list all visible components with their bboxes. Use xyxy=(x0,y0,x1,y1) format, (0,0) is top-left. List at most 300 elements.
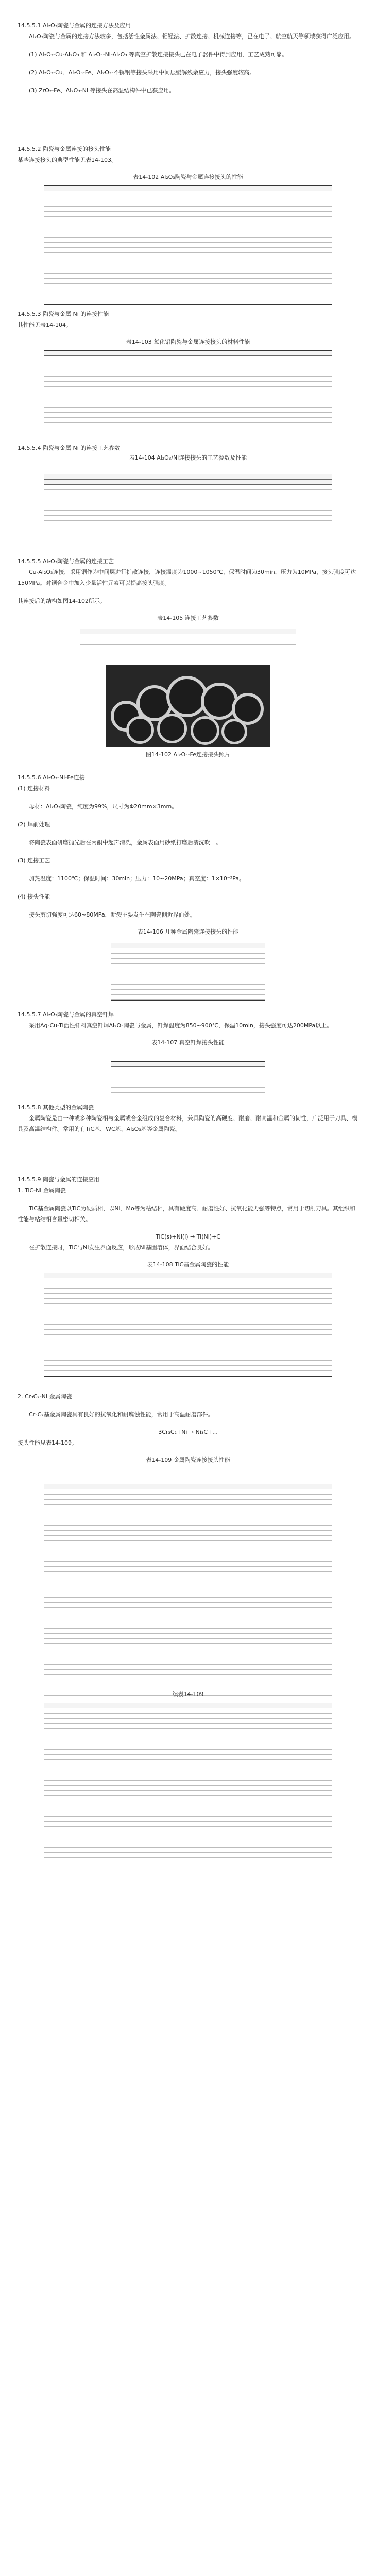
table-cell xyxy=(209,1853,250,1858)
table-row xyxy=(44,1837,332,1842)
table-cell xyxy=(140,397,188,402)
table-106 xyxy=(111,943,265,1001)
table-header-cell xyxy=(140,351,188,356)
table-row xyxy=(44,1750,332,1755)
table-cell xyxy=(236,392,284,397)
table-row xyxy=(111,959,265,964)
table-cell xyxy=(227,1077,265,1082)
table-row xyxy=(44,217,332,222)
table-cell xyxy=(275,1665,332,1670)
table-cell xyxy=(44,1531,101,1536)
table-cell xyxy=(44,1623,101,1629)
table-cell xyxy=(76,500,108,505)
table-cell xyxy=(149,1067,188,1072)
table-cell xyxy=(291,1853,332,1858)
table-cell xyxy=(85,1842,126,1848)
table-cell xyxy=(236,418,284,423)
table-row xyxy=(44,1577,332,1582)
table-header-cell xyxy=(111,943,149,948)
table-row xyxy=(44,1806,332,1811)
table-cell xyxy=(188,418,236,423)
table-row xyxy=(44,191,332,196)
table-cell xyxy=(217,1654,275,1659)
table-row xyxy=(44,1613,332,1618)
table-cell xyxy=(85,1304,126,1309)
table-header-cell xyxy=(167,1703,209,1708)
table-cell xyxy=(140,511,172,516)
table-row xyxy=(44,1629,332,1634)
table-cell xyxy=(300,485,332,490)
table-cell xyxy=(291,1796,332,1801)
table-cell xyxy=(101,222,159,227)
table-row xyxy=(44,480,332,485)
paragraph: Cr₃C₂基金属陶瓷具有良好的抗氧化和耐腐蚀性能，常用于高温耐磨部件。 xyxy=(29,1411,214,1418)
table-cell xyxy=(44,1562,101,1567)
table-cell xyxy=(101,1649,159,1654)
table-cell xyxy=(291,1739,332,1744)
table-cell xyxy=(167,1796,209,1801)
table-cell xyxy=(291,1734,332,1739)
table-cell xyxy=(236,505,268,511)
table-row xyxy=(44,1724,332,1729)
list-item: (1) 连接材料 xyxy=(18,785,50,792)
table-cell xyxy=(217,1536,275,1541)
table-row xyxy=(111,979,265,985)
table-cell xyxy=(140,382,188,387)
table-cell xyxy=(275,1551,332,1556)
table-cell xyxy=(236,413,284,418)
table-cell xyxy=(188,366,236,371)
table-cell xyxy=(159,1505,217,1510)
table-cell xyxy=(44,1309,85,1314)
table-row xyxy=(111,948,265,954)
table-cell xyxy=(167,1739,209,1744)
table-cell xyxy=(85,1848,126,1853)
table-cell xyxy=(275,1587,332,1592)
table-cell xyxy=(44,1801,85,1806)
table-cell xyxy=(159,1551,217,1556)
table-cell xyxy=(284,382,332,387)
table-cell xyxy=(44,217,101,222)
table-cell xyxy=(275,212,332,217)
table-cell xyxy=(188,408,236,413)
table-cell xyxy=(44,1786,85,1791)
table-cell xyxy=(275,1634,332,1639)
table-109 xyxy=(44,1484,332,1696)
table-cell xyxy=(44,232,101,238)
table-cell xyxy=(111,995,149,1000)
table-cell xyxy=(44,1526,101,1531)
table-cell xyxy=(44,238,101,243)
table-header-cell xyxy=(268,480,300,485)
section-heading: 14.5.5.1 Al₂O₃陶瓷与金属的连接方法及应用 xyxy=(18,22,131,29)
table-row xyxy=(44,1739,332,1744)
table-title: 表14-102 Al₂O₃陶瓷与金属连接接头的性能 xyxy=(133,174,243,180)
table-cell xyxy=(204,495,236,500)
table-cell xyxy=(149,1088,188,1093)
table-cell xyxy=(291,1335,332,1340)
table-cell xyxy=(236,408,284,413)
table-cell xyxy=(275,1639,332,1644)
table-cell xyxy=(217,253,275,258)
table-cell xyxy=(275,1613,332,1618)
table-cell xyxy=(44,299,101,304)
table-cell xyxy=(217,1629,275,1634)
list-item: 母材：Al₂O₃陶瓷，纯度为99%，尺寸为Φ20mm×3mm。 xyxy=(29,803,178,810)
table-cell xyxy=(44,1811,85,1817)
table-104 xyxy=(44,474,332,521)
table-cell xyxy=(126,1340,167,1345)
table-row xyxy=(44,1598,332,1603)
table-cell xyxy=(159,1562,217,1567)
table-cell xyxy=(44,1294,85,1299)
paragraph: 某些连接接头的典型性能见表14-103。 xyxy=(18,157,117,163)
table-row xyxy=(44,1603,332,1608)
table-row xyxy=(44,227,332,232)
list-item: 接头剪切强度可达60~80MPa，断裂主要发生在陶瓷侧近界面处。 xyxy=(29,911,196,918)
table-cell xyxy=(76,516,108,521)
table-cell xyxy=(284,408,332,413)
table-cell xyxy=(126,1755,167,1760)
table-cell xyxy=(85,1806,126,1811)
table-cell xyxy=(209,1791,250,1796)
table-cell xyxy=(275,1556,332,1562)
table-cell xyxy=(126,1350,167,1355)
table-cell xyxy=(275,232,332,238)
table-cell xyxy=(209,1750,250,1755)
table-cell xyxy=(101,1618,159,1623)
table-cell xyxy=(85,1734,126,1739)
section-8 xyxy=(18,1103,358,1142)
table-cell xyxy=(188,413,236,418)
table-row xyxy=(44,258,332,263)
table-cell xyxy=(291,1801,332,1806)
table-cell xyxy=(291,1811,332,1817)
table-row xyxy=(44,1796,332,1801)
section-5 xyxy=(18,556,358,623)
table-cell xyxy=(44,201,101,207)
table-cell xyxy=(101,1680,159,1685)
table-cell xyxy=(209,1786,250,1791)
table-cell xyxy=(275,268,332,274)
table-cell xyxy=(250,1842,291,1848)
table-cell xyxy=(44,511,76,516)
table-cell xyxy=(140,500,172,505)
section-6 xyxy=(18,773,358,937)
table-cell xyxy=(101,258,159,263)
table-cell xyxy=(44,1556,101,1562)
table-row xyxy=(44,1345,332,1350)
table-row xyxy=(111,990,265,995)
table-cell xyxy=(159,191,217,196)
table-cell xyxy=(85,1325,126,1330)
table-cell xyxy=(101,207,159,212)
table-cell xyxy=(250,1340,291,1345)
table-cell xyxy=(44,408,92,413)
table-row xyxy=(44,1592,332,1598)
table-cell xyxy=(92,408,140,413)
table-cell xyxy=(227,969,265,974)
table-cell xyxy=(140,505,172,511)
table-row xyxy=(44,1775,332,1781)
table-row xyxy=(44,1520,332,1526)
table-cell xyxy=(291,1786,332,1791)
table-cell xyxy=(126,1294,167,1299)
table-cell xyxy=(291,1309,332,1314)
table-cell xyxy=(167,1719,209,1724)
table-cell xyxy=(44,366,92,371)
table-cell xyxy=(275,1608,332,1613)
table-cell xyxy=(204,511,236,516)
table-header-cell xyxy=(236,480,268,485)
table-cell xyxy=(275,1649,332,1654)
table-cell xyxy=(126,1714,167,1719)
table-row xyxy=(44,1781,332,1786)
table-cell xyxy=(92,366,140,371)
table-cell xyxy=(126,1781,167,1786)
table-cell xyxy=(85,1319,126,1325)
table-cell xyxy=(167,1729,209,1734)
table-cell xyxy=(44,1770,85,1775)
table-cell xyxy=(44,402,92,408)
table-cell xyxy=(149,1072,188,1077)
table-cell xyxy=(167,1335,209,1340)
table-header-cell xyxy=(149,1062,188,1067)
table-cell xyxy=(284,402,332,408)
table-cell xyxy=(85,1811,126,1817)
table-cell xyxy=(111,964,149,969)
table-cell xyxy=(275,1582,332,1587)
table-cell xyxy=(126,1832,167,1837)
table-cell xyxy=(92,402,140,408)
table-cell xyxy=(126,1734,167,1739)
section-7 xyxy=(18,1010,358,1047)
table-cell xyxy=(101,238,159,243)
table-row xyxy=(44,1289,332,1294)
table-cell xyxy=(44,1832,85,1837)
table-cell xyxy=(159,1546,217,1551)
table-cell xyxy=(300,495,332,500)
table-cell xyxy=(300,490,332,495)
table-row xyxy=(44,1278,332,1283)
table-cell xyxy=(85,1796,126,1801)
table-cell xyxy=(80,639,123,645)
table-cell xyxy=(159,1634,217,1639)
table-row xyxy=(111,1082,265,1088)
table-cell xyxy=(275,1680,332,1685)
table-cell xyxy=(44,1515,101,1520)
table-header-cell xyxy=(92,351,140,356)
table-header-cell xyxy=(209,1703,250,1708)
table-title: 表14-104 Al₂O₃/Ni连接接头的工艺参数及性能 xyxy=(129,454,247,461)
table-cell xyxy=(209,1330,250,1335)
table-cell xyxy=(275,201,332,207)
table-cell xyxy=(291,1319,332,1325)
table-cell xyxy=(217,243,275,248)
table-cell xyxy=(140,371,188,377)
table-cell xyxy=(140,356,188,361)
table-cell xyxy=(126,1796,167,1801)
table-cell xyxy=(236,495,268,500)
table-row xyxy=(44,1680,332,1685)
table-cell xyxy=(101,1634,159,1639)
table-row xyxy=(44,500,332,505)
table-cell xyxy=(101,248,159,253)
table-cell xyxy=(250,1350,291,1355)
table-row xyxy=(111,995,265,1000)
table-cell xyxy=(217,1500,275,1505)
table-cell xyxy=(217,1551,275,1556)
paragraph: TiC基金属陶瓷以TiC为硬质相，以Ni、Mo等为粘结相，具有硬度高、耐磨性好、抗氧化能力强等特点，常用于切削刀具。其组织和性能与粘结相含量密切相关。 xyxy=(18,1205,355,1223)
table-cell xyxy=(167,1304,209,1309)
table-cell xyxy=(217,238,275,243)
table-cell xyxy=(291,1744,332,1750)
formula: TiC(s)+Ni(l) → Ti(Ni)+C xyxy=(156,1233,220,1240)
table-cell xyxy=(101,1567,159,1572)
table-row xyxy=(111,1088,265,1093)
table-cell xyxy=(140,392,188,397)
table-cell xyxy=(44,1551,101,1556)
table-cell xyxy=(44,1618,101,1623)
table-cell xyxy=(44,1685,101,1690)
table-cell xyxy=(284,377,332,382)
table-header-cell xyxy=(44,186,101,191)
table-cell xyxy=(291,1827,332,1832)
table-cell xyxy=(291,1278,332,1283)
table-cell xyxy=(44,1848,85,1853)
table-cell xyxy=(275,279,332,284)
table-cell xyxy=(44,1340,85,1345)
table-cell xyxy=(44,1760,85,1765)
table-cell xyxy=(167,1842,209,1848)
table-row xyxy=(44,1755,332,1760)
table-cell xyxy=(291,1765,332,1770)
table-cell xyxy=(44,1822,85,1827)
table-cell xyxy=(126,1309,167,1314)
table-cell xyxy=(275,1670,332,1675)
table-cell xyxy=(268,495,300,500)
table-cell xyxy=(275,1520,332,1526)
ring-sample xyxy=(157,714,187,743)
table-cell xyxy=(275,227,332,232)
table-row xyxy=(44,1817,332,1822)
table-cell xyxy=(85,1714,126,1719)
table-row xyxy=(44,1567,332,1572)
table-cell xyxy=(159,248,217,253)
table-cell xyxy=(85,1350,126,1355)
table-row xyxy=(44,1314,332,1319)
table-cell xyxy=(85,1719,126,1724)
table-cell xyxy=(217,279,275,284)
table-cell xyxy=(217,1515,275,1520)
table-cell xyxy=(209,1350,250,1355)
table-cell xyxy=(85,1309,126,1314)
table-cell xyxy=(217,1680,275,1685)
table-cell xyxy=(149,948,188,954)
table-row xyxy=(44,268,332,274)
table-row xyxy=(80,639,296,645)
table-cell xyxy=(44,1283,85,1289)
table-cell xyxy=(275,1577,332,1582)
table-cell xyxy=(85,1770,126,1775)
table-header-cell xyxy=(111,1062,149,1067)
table-header-cell xyxy=(250,1273,291,1278)
table-cell xyxy=(159,238,217,243)
table-title: 表14-103 氧化铝陶瓷与金属连接接头的材料性能 xyxy=(126,338,250,345)
table-cell xyxy=(159,1500,217,1505)
table-cell xyxy=(275,1562,332,1567)
table-row xyxy=(44,289,332,294)
table-row xyxy=(44,1765,332,1770)
table-cell xyxy=(227,1072,265,1077)
table-cell xyxy=(275,1618,332,1623)
table-row xyxy=(111,943,265,948)
table-cell xyxy=(275,258,332,263)
table-header-cell xyxy=(126,1273,167,1278)
table-cell xyxy=(250,1832,291,1837)
table-cell xyxy=(275,299,332,304)
paragraph: (2) Al₂O₃-Cu、Al₂O₃-Fe、Al₂O₃-不锈钢等接头采用中间层缓解残余应力，接头强度较高。 xyxy=(29,69,255,76)
table-cell xyxy=(209,1781,250,1786)
table-cell xyxy=(101,289,159,294)
table-cell xyxy=(217,1613,275,1618)
table-cell xyxy=(300,511,332,516)
table-row xyxy=(44,1489,332,1495)
table-cell xyxy=(44,1755,85,1760)
table-cell xyxy=(159,212,217,217)
table-cell xyxy=(111,1082,149,1088)
table-row xyxy=(44,1536,332,1541)
table-cell xyxy=(275,1598,332,1603)
table-cell xyxy=(44,418,92,423)
table-row xyxy=(44,1361,332,1366)
table-title: 表14-105 连接工艺参数 xyxy=(157,615,219,621)
table-cell xyxy=(284,392,332,397)
table-cell xyxy=(188,974,227,979)
table-cell xyxy=(159,289,217,294)
table-cell xyxy=(291,1817,332,1822)
table-cell xyxy=(85,1708,126,1714)
table-cell xyxy=(204,485,236,490)
table-cell xyxy=(172,505,204,511)
table-cell xyxy=(92,356,140,361)
table-header-cell xyxy=(44,351,92,356)
table-row xyxy=(44,1644,332,1649)
table-cell xyxy=(159,1489,217,1495)
table-row xyxy=(44,279,332,284)
table-cell xyxy=(227,990,265,995)
table-cell xyxy=(217,222,275,227)
table-cell xyxy=(275,1541,332,1546)
table-cell xyxy=(209,1708,250,1714)
table-cell xyxy=(291,1760,332,1765)
table-cell xyxy=(101,1551,159,1556)
table-cell xyxy=(291,1361,332,1366)
table-cell xyxy=(167,1811,209,1817)
table-cell xyxy=(159,263,217,268)
table-cell xyxy=(217,1562,275,1567)
table-cell xyxy=(149,964,188,969)
table-cell xyxy=(275,1644,332,1649)
table-cell xyxy=(149,959,188,964)
table-cell xyxy=(159,1531,217,1536)
table-cell xyxy=(209,1837,250,1842)
table-cell xyxy=(101,1639,159,1644)
table-cell xyxy=(250,1817,291,1822)
table-row xyxy=(44,1350,332,1355)
table-cell xyxy=(44,258,101,263)
table-cell xyxy=(188,969,227,974)
